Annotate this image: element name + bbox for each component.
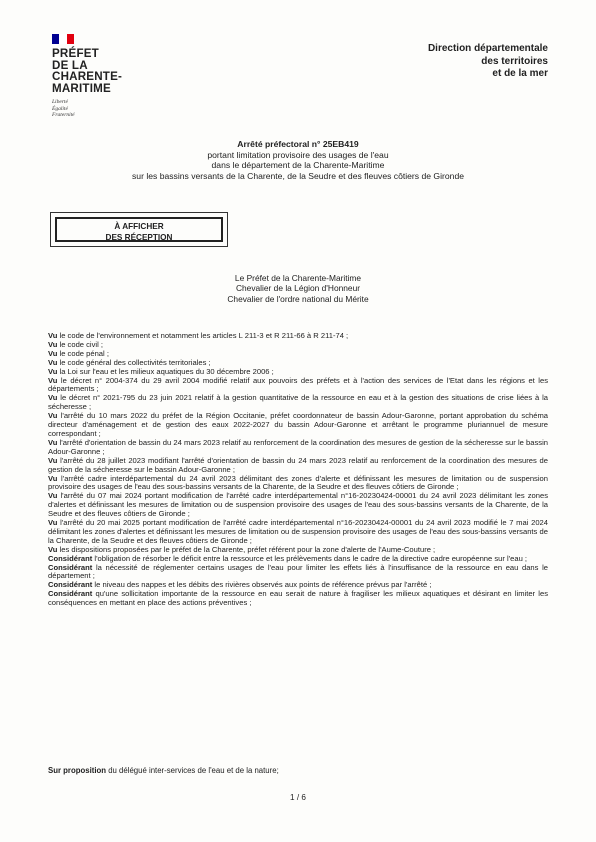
consideration-lead: Vu: [48, 331, 58, 340]
consideration-text: l'arrêté du 10 mars 2022 du préfet de la Région Occitanie, préfet coordonnateur de bassin Adour-Garonne, portant approbation du schéma directeur d'aménagement et de gestion des eaux 2022-2027 du bassin Adour-Garonne et arrêtant le programme pluriannuel de mesure correspondant ;: [48, 411, 548, 438]
ddtm-line: Direction départementale: [427, 43, 548, 54]
ddtm-line: et de la mer: [492, 68, 548, 79]
motto-line: Fraternité: [52, 112, 75, 119]
flag-stripe-blue: [52, 34, 59, 44]
consideration-text: l'arrêté cadre interdépartemental du 24 avril 2023 délimitant des zones d'alerte et définissant les mesures de limitation ou de suspension provisoire des usages de l'eau des sous-bassins versants de la Charente, de la Seudre et des fleuves côtiers de Gironde ;: [48, 473, 548, 492]
consideration-lead: Considérant: [48, 562, 93, 572]
consideration-text: l'arrêté du 28 juillet 2023 modifiant l'arrêté d'orientation de bassin du 24 mars 2023 relatif au renforcement de la coordination des mesures de gestion de la sécheresse sur le bassin Adour-Garonne ;: [48, 455, 548, 474]
prefet-line: Chevalier de l'ordre national du Mérite: [227, 293, 369, 304]
consideration-text: le code civil ;: [57, 339, 104, 349]
consideration-item: [48, 332, 548, 341]
logo-line: MARITIME: [52, 81, 111, 95]
consideration-lead: Vu: [48, 544, 58, 554]
logo-line: CHARENTE-: [52, 70, 123, 83]
ddtm-line: des territoires: [481, 55, 548, 67]
arrete-number: Arrêté préfectoral n° 25EB419: [237, 139, 359, 149]
prefet-logo: [52, 34, 122, 119]
consideration-text: les dispositions proposées par le préfet de la Charente, préfet référent pour la zone d'alerte de l'Aume-Couture ;: [57, 544, 436, 554]
page-number: 1 / 6: [290, 793, 306, 802]
consideration-text: le décret n° 2021-795 du 23 juin 2021 relatif à la gestion quantitative de la ressource en eau et à la gestion des situations de crise liées à la sécheresse ;: [48, 393, 548, 412]
consideration-item: [48, 492, 548, 519]
consideration-lead: Vu: [48, 518, 58, 528]
logo-line: PRÉFET: [52, 47, 99, 60]
prefet-line: Chevalier de la Légion d'Honneur: [235, 283, 361, 294]
consideration-item: [48, 519, 548, 546]
consideration-lead: Considérant: [48, 589, 93, 599]
consideration-text: la Loi sur l'eau et les milieux aquatiques du 30 décembre 2006 ;: [57, 366, 274, 376]
consideration-lead: Vu: [48, 366, 58, 376]
consideration-lead: Vu: [48, 375, 58, 385]
consideration-item: [48, 475, 548, 493]
consideration-lead: Vu: [48, 437, 58, 447]
motto-line: Égalité: [52, 105, 68, 112]
arrete-line: sur les bassins versants de la Charente, de la Seudre et des fleuves côtiers de Gironde: [132, 170, 464, 181]
consideration-item: [48, 457, 548, 475]
consideration-item: [48, 590, 548, 608]
display-notice-box: [50, 212, 228, 247]
consideration-lead: Vu: [48, 393, 58, 403]
consideration-lead: Vu: [48, 339, 58, 349]
consideration-text: le niveau des nappes et les débits des rivières observés aux points de référence prévus par l'arrêté ;: [92, 580, 432, 590]
prefet-titles: [0, 273, 596, 304]
arrete-title: [0, 139, 596, 181]
consideration-text: qu'une sollicitation importante de la ressource en eau serait de nature à fragiliser les milieux aquatiques et désirant en limiter les conséquences en mettant en place des actions préventives ;: [48, 589, 548, 608]
consideration-text: l'arrêté d'orientation de bassin du 24 mars 2023 relatif au renforcement de la coordination des mesures de gestion de la sécheresse sur le bassin Adour-Garonne ;: [48, 437, 548, 456]
proposition-line: [48, 766, 279, 775]
arrete-line: portant limitation provisoire des usages de l'eau: [207, 149, 389, 160]
flag-stripe-white: [59, 34, 66, 44]
flag-stripe-red: [67, 34, 74, 44]
consideration-item: [48, 439, 548, 457]
consideration-item: [48, 377, 548, 395]
consideration-lead: Vu: [48, 473, 58, 483]
proposition-lead: Sur proposition: [48, 766, 107, 775]
display-notice-line: À AFFICHER: [114, 222, 164, 231]
display-notice-line: DES RÉCEPTION: [105, 233, 173, 242]
display-notice-inner: [55, 217, 223, 242]
consideration-lead: Vu: [48, 455, 58, 465]
motto-line: Liberté: [52, 99, 68, 105]
logo-line: DE LA: [52, 58, 88, 72]
consideration-text: le décret n° 2004-374 du 29 avril 2004 modifié relatif aux pouvoirs des préfets et à l'action des services de l'Etat dans les régions et les départements ;: [48, 375, 548, 394]
arrete-line: dans le département de la Charente-Maritime: [211, 160, 385, 171]
consideration-lead: Vu: [48, 491, 58, 501]
consideration-lead: Considérant: [48, 580, 93, 590]
consideration-text: le code général des collectivités territoriales ;: [57, 357, 211, 367]
consideration-text: la nécessité de réglementer certains usages de l'eau pour limiter les effets liés à l'insuffisance de la ressource en eau dans le département ;: [48, 562, 548, 581]
consideration-text: le code pénal ;: [57, 348, 109, 358]
considerations-list: [48, 332, 548, 608]
consideration-item: [48, 564, 548, 582]
consideration-lead: Vu: [48, 411, 58, 421]
consideration-text: l'obligation de résorber le déficit entre la ressource et les prélèvements dans le cadre de la directive cadre européenne sur l'eau ;: [92, 553, 528, 563]
consideration-text: l'arrêté du 07 mai 2024 portant modification de l'arrêté cadre interdépartemental n°16-20230424-00001 du 24 avril 2023 délimitant les zones d'alertes et définissant les mesures de limitation ou de suspension provisoire des usages de l'eau des sous-bassins versants de la Charente, de la Seudre et des fleuves côtiers de Gironde ;: [48, 491, 548, 519]
consideration-lead: Vu: [48, 348, 58, 358]
consideration-item: [48, 341, 548, 350]
consideration-item: [48, 412, 548, 439]
ddtm-heading: [428, 43, 548, 81]
consideration-text: le code de l'environnement et notamment les articles L 211-3 et R 211-66 à R 211-74 ;: [57, 331, 349, 340]
marianne-flag-icon: [52, 34, 74, 44]
motto: [52, 99, 122, 119]
consideration-lead: Considérant: [48, 553, 93, 563]
logo-title: [52, 48, 122, 94]
prefet-line: Le Préfet de la Charente-Maritime: [234, 273, 362, 283]
proposition-text: du délégué inter-services de l'eau et de la nature;: [106, 766, 279, 775]
consideration-text: l'arrêté du 20 mai 2025 portant modification de l'arrêté cadre interdépartemental n°16-20230424-00001 du 24 avril 2023 modifié le 7 mai 2024 délimitant les zones d'alertes et définissant les mesures de limitation ou de suspension provisoire des usages de l'eau des sous-bassins versants de la Charente, de la Seudre et des fleuves côtiers de Gironde ;: [48, 518, 548, 545]
consideration-lead: Vu: [48, 357, 58, 367]
consideration-item: [48, 394, 548, 412]
